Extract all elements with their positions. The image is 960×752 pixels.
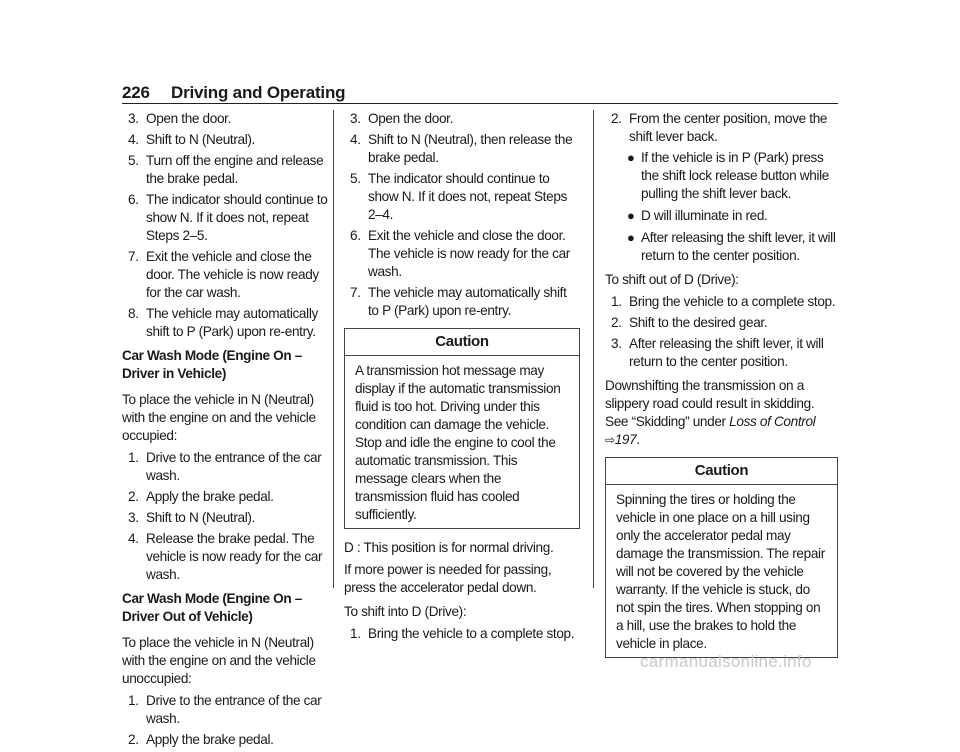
step-text: Shift to N (Neutral), then release the brake pedal. [368, 132, 573, 165]
heading-car-wash-driver-out: Car Wash Mode (Engine On – Driver Out of Vehicle) [122, 591, 302, 624]
caution-box [344, 328, 580, 529]
step-text: Exit the vehicle and close the door. The vehicle is now ready for the car wash. [368, 228, 570, 279]
step-text: Shift to the desired gear. [629, 315, 768, 330]
step-text: The indicator should continue to show N. If it does not, repeat Steps 2–5. [146, 192, 328, 243]
bullet-text: After releasing the shift lever, it will return to the center position. [641, 230, 836, 263]
page-arrow-icon: ⇨ [605, 433, 615, 447]
column-divider-1 [333, 110, 334, 588]
bullet-icon: ● [627, 208, 635, 223]
step-number: 4. [128, 531, 139, 546]
bullet-icon: ● [627, 230, 635, 245]
page-number: 226 [122, 83, 150, 102]
step-number: 1. [128, 693, 139, 708]
step-number: 1. [350, 626, 361, 641]
paragraph: If more power is needed for passing, press the accelerator pedal down. [344, 562, 552, 595]
list-item [350, 625, 580, 643]
step-text: Turn off the engine and release the brake pedal. [146, 153, 324, 186]
step-text: Drive to the entrance of the car wash. [146, 693, 322, 726]
step-text: Apply the brake pedal. [146, 489, 274, 504]
paragraph: To place the vehicle in N (Neutral) with the engine on and the vehicle occupied: [122, 392, 316, 443]
cross-reference-page[interactable]: 197 [614, 432, 637, 447]
list-item [128, 131, 328, 149]
list-item [128, 488, 328, 506]
cross-reference-link[interactable]: Loss of Control [729, 414, 816, 429]
step-number: 6. [128, 192, 139, 207]
step-text: Exit the vehicle and close the door. The vehicle is now ready for the car wash. [146, 249, 319, 300]
step-text: Drive to the entrance of the car wash. [146, 450, 322, 483]
step-number: 2. [128, 732, 139, 747]
step-text: Bring the vehicle to a complete stop. [629, 294, 836, 309]
caution-text: A transmission hot message may display if the automatic transmission fluid is too hot. Driving under this condition can damage the vehicle. Stop and idle the engine to cool the automatic transmission. This message clears when the transmission fluid has cooled sufficiently. [355, 363, 561, 522]
step-text: From the center position, move the shift lever back. [629, 111, 828, 144]
list-item [350, 110, 580, 128]
list-item [128, 449, 328, 485]
step-number: 1. [128, 450, 139, 465]
paragraph: To place the vehicle in N (Neutral) with the engine on and the vehicle unoccupied: [122, 635, 316, 686]
paragraph-text: Downshifting the transmission on a slippery road could result in skidding. See “Skidding” under [605, 378, 815, 429]
list-item [128, 191, 328, 245]
step-text: Open the door. [146, 111, 232, 126]
step-number: 4. [128, 132, 139, 147]
paragraph: To shift into D (Drive): [344, 604, 467, 619]
step-text: Release the brake pedal. The vehicle is now ready for the car wash. [146, 531, 323, 582]
step-text: The vehicle may automatically shift to P (Park) upon re-entry. [146, 306, 318, 339]
watermark: carmanualsonline.info [640, 652, 812, 671]
section-title: Driving and Operating [171, 83, 346, 102]
list-item [128, 731, 328, 749]
step-number: 3. [611, 336, 622, 351]
header-divider [122, 103, 838, 104]
list-item [128, 110, 328, 128]
column-1 [122, 110, 328, 752]
paragraph-text: . [636, 432, 640, 447]
caution-box [605, 457, 838, 658]
step-number: 2. [611, 315, 622, 330]
step-number: 2. [611, 111, 622, 126]
step-number: 3. [350, 111, 361, 126]
list-item [611, 110, 838, 146]
step-number: 3. [128, 510, 139, 525]
step-number: 7. [350, 285, 361, 300]
bullet-text: D will illuminate in red. [641, 208, 768, 223]
page-header [122, 83, 838, 105]
list-item [611, 314, 838, 332]
step-text: The vehicle may automatically shift to P (Park) upon re-entry. [368, 285, 567, 318]
list-item [128, 305, 328, 341]
paragraph-drive [344, 539, 580, 557]
term-label: D : [344, 540, 361, 555]
bullet-icon: ● [627, 150, 635, 165]
list-item [128, 692, 328, 728]
column-3 [605, 110, 838, 668]
list-item [350, 227, 580, 281]
list-item [611, 293, 838, 311]
step-text: Bring the vehicle to a complete stop. [368, 626, 575, 641]
paragraph-downshifting [605, 377, 838, 449]
step-text: Shift to N (Neutral). [146, 510, 255, 525]
term-text: This position is for normal driving. [363, 540, 554, 555]
step-text: Apply the brake pedal. [146, 732, 274, 747]
list-item [128, 509, 328, 527]
caution-title: Caution [606, 458, 837, 485]
step-number: 5. [128, 153, 139, 168]
step-text: The indicator should continue to show N. If it does not, repeat Steps 2–4. [368, 171, 567, 222]
step-number: 3. [128, 111, 139, 126]
bullet-text: If the vehicle is in P (Park) press the shift lock release button while pulling the shift lever back. [641, 150, 829, 201]
bullet-item [627, 207, 838, 225]
caution-text: Spinning the tires or holding the vehicle in one place on a hill using only the accelerator pedal may damage the transmission. The repair will not be covered by the vehicle warranty. If the vehicle is stuck, do not spin the tires. When stopping on a hill, use the brakes to hold the vehicle in place. [616, 492, 825, 651]
caution-title: Caution [345, 329, 579, 356]
list-item [350, 284, 580, 320]
step-number: 2. [128, 489, 139, 504]
list-item [128, 530, 328, 584]
list-item [128, 248, 328, 302]
heading-car-wash-driver-in: Car Wash Mode (Engine On – Driver in Vehicle) [122, 348, 302, 381]
bullet-item [627, 149, 838, 203]
list-item [350, 170, 580, 224]
step-number: 5. [350, 171, 361, 186]
paragraph: To shift out of D (Drive): [605, 272, 739, 287]
step-number: 7. [128, 249, 139, 264]
list-item [128, 152, 328, 188]
list-item [611, 335, 838, 371]
bullet-item [627, 229, 838, 265]
step-text: Open the door. [368, 111, 454, 126]
step-number: 6. [350, 228, 361, 243]
step-number: 8. [128, 306, 139, 321]
list-item [350, 131, 580, 167]
step-number: 4. [350, 132, 361, 147]
column-2 [344, 110, 580, 646]
column-divider-2 [593, 110, 594, 588]
step-text: After releasing the shift lever, it will return to the center position. [629, 336, 824, 369]
step-text: Shift to N (Neutral). [146, 132, 255, 147]
step-number: 1. [611, 294, 622, 309]
